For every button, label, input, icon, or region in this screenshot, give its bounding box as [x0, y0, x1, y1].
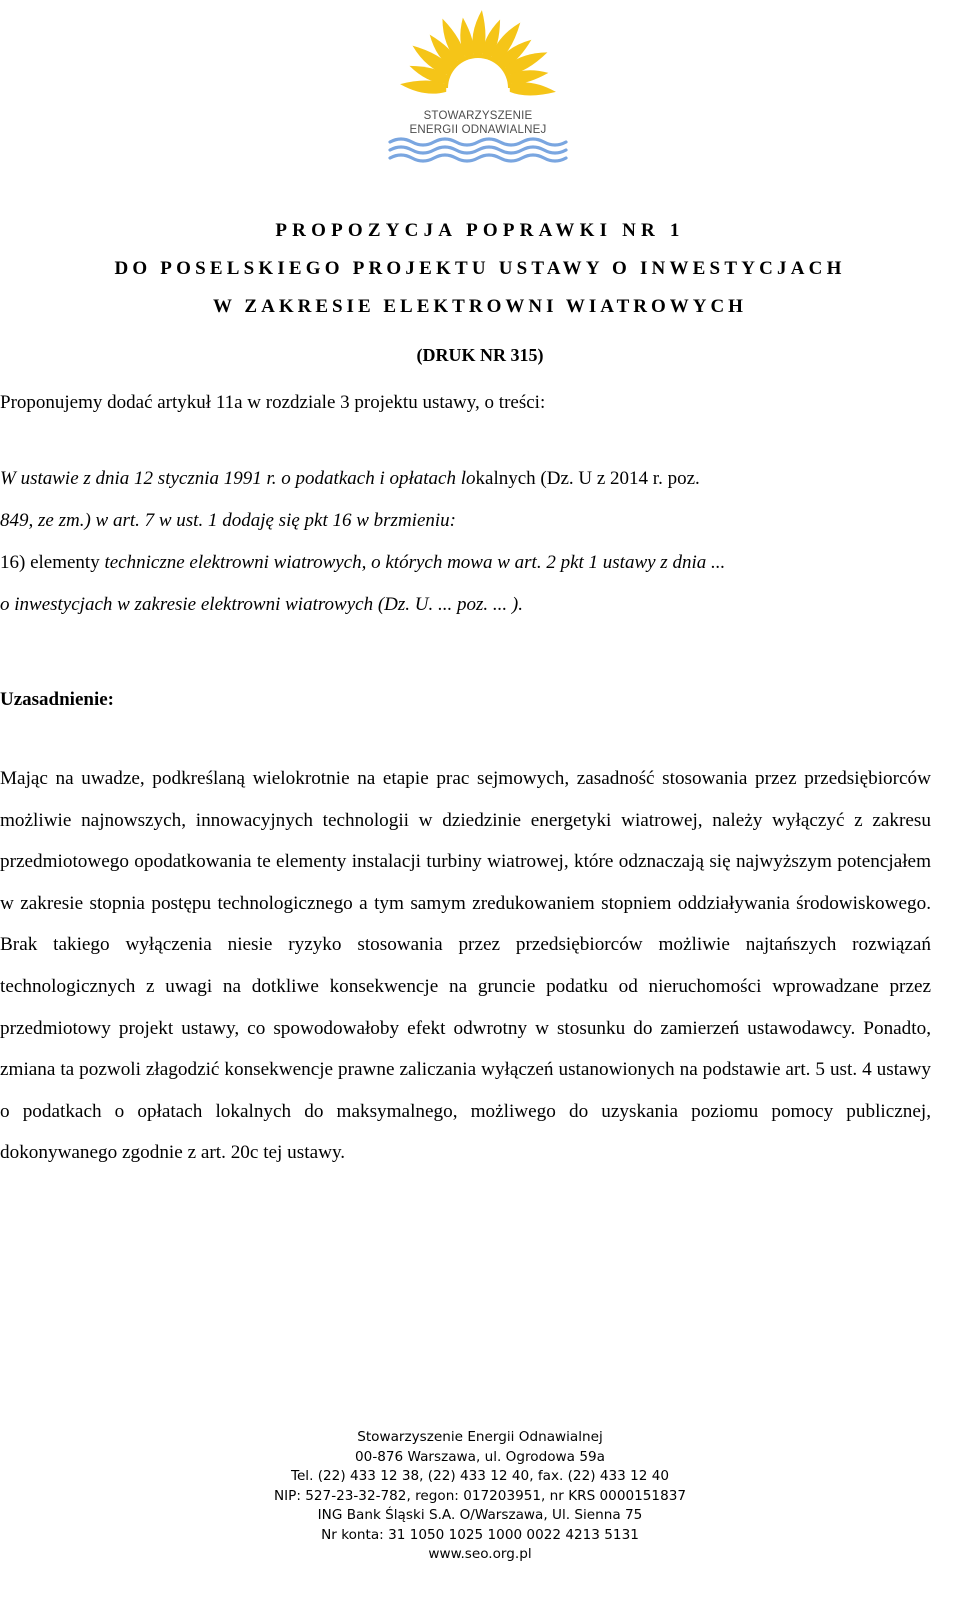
- amendment-line-4: [0, 594, 523, 616]
- amendment-line-3-italic: techniczne elektrowni wiatrowych, o których mowa w art. 2 pkt 1 ustawy z dnia ...: [104, 552, 726, 573]
- amendment-line-3: [0, 552, 725, 574]
- amendment-line-3-regular: 16) elementy: [0, 552, 105, 573]
- footer-website[interactable]: www.seo.org.pl: [428, 1546, 532, 1562]
- justification-body: Mając na uwadze, podkreślaną wielokrotnie na etapie prac sejmowych, zasadność stosowania przez przedsiębiorców możliwie najnowszych, innowacyjnych technologii w dziedzinie energetyki wiatrowej, należy wyłączyć z zakresu przedmiotowego opodatkowania te elementy instalacji turbiny wiatrowej, które odznaczają się najwyższym potencjałem w zakresie stopnia postępu technologicznego a tym samym zredukowaniem stopniem oddziaływania środowiskowego. Brak takiego wyłączenia niesie ryzyko stosowania przez przedsiębiorców możliwie najtańszych rozwiązań technologicznych z uwagi na dotkliwe konsekwencje na gruncie podatku od nieruchomości wprowadzane przez przedmiotowy projekt ustawy, co spowodowałoby efekt odwrotny w stosunku do zamierzeń ustawodawcy. Ponadto, zmiana ta pozwoli złagodzić konsekwencje prawne zaliczania wyłączeń ustanowionych na podstawie art. 5 ust. 4 ustawy o podatkach o opłatach lokalnych do maksymalnego, możliwego do uzyskania poziomu pomocy publicznej, dokonywanego zgodnie z art. 20c tej ustawy.: [0, 768, 931, 1164]
- intro-text: Proponujemy dodać artykuł 11a w rozdziale 3 projektu ustawy, o treści:: [0, 392, 546, 413]
- footer-phone: Tel. (22) 433 12 38, (22) 433 12 40, fax. (22) 433 12 40: [290, 1468, 670, 1484]
- amendment-line-2: [0, 510, 456, 532]
- document-title-line1: PROPOZYCJA POPRAWKI NR 1: [275, 220, 685, 241]
- sun-and-waves-logo-icon: [378, 0, 578, 165]
- logo-text-line2: ENERGII ODNAWIALNEJ: [409, 124, 547, 136]
- amendment-line-4-italic: o inwestycjach w zakresie elektrowni wiatrowych (Dz. U. ... poz. ... ).: [0, 594, 523, 615]
- justification-heading: Uzasadnienie:: [0, 689, 114, 710]
- logo-text-line1: STOWARZYSZENIE: [423, 110, 533, 122]
- footer-account: Nr konta: 31 1050 1025 1000 0022 4213 5131: [321, 1526, 639, 1543]
- amendment-line-1-regular: kalnych (Dz. U z 2014 r. poz.: [475, 468, 700, 489]
- footer-ids: NIP: 527-23-32-782, regon: 017203951, nr KRS 0000151837: [273, 1487, 687, 1504]
- footer: [0, 1428, 960, 1565]
- sun-ray: [510, 82, 556, 95]
- organization-logo: [378, 0, 578, 160]
- footer-address: 00-876 Warszawa, ul. Ogrodowa 59a: [355, 1448, 605, 1465]
- footer-org: Stowarzyszenie Energii Odnawialnej: [357, 1429, 603, 1445]
- amendment-line-2-italic: 849, ze zm.) w art. 7 w ust. 1 dodaję się pkt 16 w brzmieniu:: [0, 510, 456, 531]
- amendment-line-1-italic: W ustawie z dnia 12 stycznia 1991 r. o podatkach i opłatach lo: [0, 468, 476, 489]
- document-title-line3: W ZAKRESIE ELEKTROWNI WIATROWYCH: [213, 296, 747, 317]
- footer-bank: ING Bank Śląski S.A. O/Warszawa, Ul. Sienna 75: [317, 1507, 643, 1523]
- document-title-line2: DO POSELSKIEGO PROJEKTU USTAWY O INWESTYCJACH: [114, 258, 846, 279]
- print-number: (DRUK NR 315): [416, 345, 544, 365]
- amendment-line-1: [0, 468, 700, 490]
